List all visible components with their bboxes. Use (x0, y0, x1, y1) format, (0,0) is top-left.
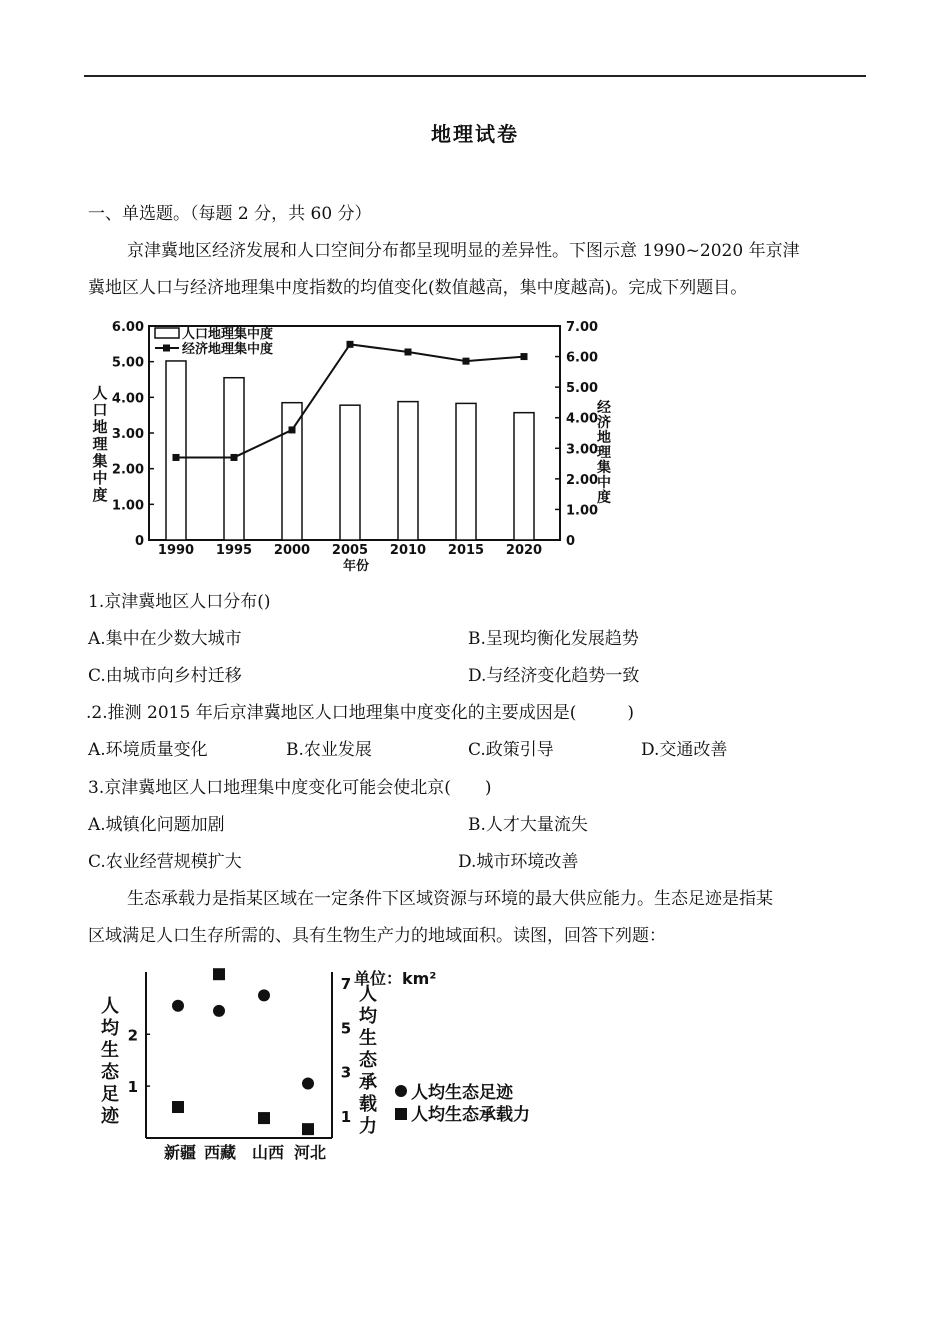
concentration-chart (86, 312, 611, 582)
y2-axis-label: 生 (359, 1028, 377, 1049)
x-axis-label: 年份 (342, 559, 370, 574)
x-tick-label: 河北 (293, 1143, 327, 1162)
question-1-option-d: D.与经济变化趋势一致 (468, 666, 640, 686)
y-axis-label: 集 (92, 452, 108, 470)
economy-point (463, 358, 470, 365)
question-3-option-c: C.农业经营规模扩大 (88, 852, 242, 872)
y2-tick-label: 1 (340, 1107, 352, 1126)
y-tick-label: 4.00 (111, 391, 144, 407)
unit-label: 单位：km² (354, 969, 437, 988)
y2-axis-label: 人 (359, 984, 377, 1005)
question-2-option-a: A.环境质量变化 (88, 740, 208, 760)
intro-paragraph-line: 区域满足人口生存所需的、具有生物生产力的地域面积。读图，回答下列题： (88, 926, 666, 946)
page-title: 地理试卷 (431, 122, 519, 146)
population-bar (456, 403, 476, 540)
y-axis-label: 地 (92, 418, 108, 436)
y2-tick-label: 7.00 (566, 320, 599, 335)
y2-tick-label: 5 (340, 1019, 352, 1038)
y2-tick-label: 2.00 (566, 472, 599, 488)
economy-point (521, 353, 528, 360)
y-tick-label: 2.00 (111, 462, 144, 478)
x-tick-label: 2015 (447, 543, 485, 558)
y2-tick-label: 5.00 (566, 381, 599, 397)
y2-axis-label: 集 (597, 460, 611, 476)
population-bar (398, 402, 418, 540)
legend-label: 人均生态足迹 (411, 1083, 513, 1103)
y-tick-label: 5.00 (111, 355, 144, 371)
legend-label: 人均生态承载力 (411, 1105, 530, 1125)
intro-paragraph-line: 冀地区人口与经济地理集中度指数的均值变化(数值越高，集中度越高)。完成下列题目。 (88, 278, 748, 298)
ecological-footprint-chart (96, 962, 556, 1162)
legend-label: 经济地理集中度 (182, 342, 274, 357)
question-2-option-b: B.农业发展 (286, 740, 372, 760)
y2-tick-label: 1.00 (566, 503, 599, 519)
x-tick-label: 新疆 (163, 1143, 197, 1162)
y2-axis-label: 中 (597, 475, 611, 491)
x-tick-label: 2020 (505, 543, 543, 558)
y2-axis-label: 力 (359, 1116, 377, 1137)
y-tick-label: 3.00 (111, 427, 144, 442)
legend-marker-square (395, 1108, 407, 1120)
y-axis-label: 人 (101, 996, 119, 1017)
capacity-point (213, 968, 225, 980)
y-axis-label: 迹 (101, 1106, 119, 1127)
question-3-option-a: A.城镇化问题加剧 (88, 815, 225, 835)
y2-axis-label: 承 (359, 1072, 377, 1093)
y2-axis-label: 地 (597, 430, 611, 446)
section-heading: 一、单选题。（每题 2 分，共 60 分） (88, 204, 372, 224)
y-axis-label: 人 (92, 384, 108, 402)
x-tick-label: 2000 (273, 543, 311, 558)
x-tick-label: 西藏 (203, 1143, 237, 1162)
legend-swatch-bar (155, 328, 179, 338)
question-2-stem: .2.推测 2015 年后京津冀地区人口地理集中度变化的主要成因是( ) (86, 703, 634, 723)
y2-axis-label: 经 (597, 400, 611, 416)
legend-swatch-point (163, 345, 170, 352)
capacity-point (302, 1123, 314, 1135)
economy-point (231, 454, 238, 461)
population-bar (282, 403, 302, 540)
economy-point (289, 426, 296, 433)
footprint-point (172, 1000, 184, 1012)
y-axis-label: 口 (92, 401, 108, 419)
y-tick-label: 1 (127, 1078, 138, 1097)
economy-point (173, 454, 180, 461)
y-axis-label: 态 (101, 1062, 119, 1083)
y-axis-label: 理 (92, 435, 108, 453)
question-3-option-b: B.人才大量流失 (468, 815, 588, 835)
x-tick-label: 1995 (215, 543, 253, 558)
economy-point (347, 341, 354, 348)
question-1-option-c: C.由城市向乡村迁移 (88, 666, 242, 686)
legend-label: 人口地理集中度 (182, 327, 274, 342)
economy-point (405, 348, 412, 355)
y-tick-label: 6.00 (111, 320, 144, 335)
y-axis-label: 生 (101, 1040, 119, 1061)
question-3-option-d: D.城市环境改善 (458, 852, 579, 872)
question-1-stem: 1.京津冀地区人口分布() (88, 592, 271, 612)
x-tick-label: 2005 (331, 543, 369, 558)
footprint-point (302, 1078, 314, 1090)
y-tick-label: 1.00 (111, 498, 144, 514)
y-axis-label: 足 (101, 1084, 119, 1105)
header-rule (84, 75, 866, 77)
y-axis-label: 中 (92, 469, 108, 487)
intro-paragraph-line: 京津冀地区经济发展和人口空间分布都呈现明显的差异性。下图示意 1990~2020 年京津 (127, 241, 800, 261)
capacity-point (258, 1112, 270, 1124)
population-bar (166, 361, 186, 540)
y2-axis-label: 度 (597, 490, 611, 506)
question-2-option-c: C.政策引导 (468, 740, 554, 760)
question-1-option-a: A.集中在少数大城市 (88, 629, 242, 649)
intro-paragraph-line: 生态承载力是指某区域在一定条件下区域资源与环境的最大供应能力。生态足迹是指某 (127, 889, 773, 909)
y2-axis-label: 均 (359, 1006, 377, 1027)
y2-axis-label: 济 (597, 415, 611, 431)
legend-marker-circle (395, 1085, 407, 1097)
y2-axis-label: 载 (359, 1094, 377, 1115)
question-3-stem: 3.京津冀地区人口地理集中度变化可能会使北京( ) (88, 778, 492, 798)
y2-axis-label: 态 (359, 1050, 377, 1071)
y-tick-label: 2 (127, 1026, 138, 1045)
footprint-point (213, 1005, 225, 1017)
y2-tick-label: 7 (340, 975, 352, 994)
population-bar (340, 405, 360, 540)
x-tick-label: 山西 (251, 1143, 285, 1162)
question-2-option-d: D.交通改善 (641, 740, 728, 760)
population-bar (514, 413, 534, 540)
y2-axis-label: 理 (597, 445, 611, 461)
y2-tick-label: 3.00 (566, 442, 599, 458)
y2-tick-label: 3 (340, 1063, 352, 1082)
x-tick-label: 2010 (389, 543, 427, 558)
y2-tick-label: 6.00 (566, 350, 599, 366)
y-axis-label: 度 (92, 486, 108, 504)
y2-tick-label: 0 (566, 534, 576, 549)
x-tick-label: 1990 (157, 543, 195, 558)
y-tick-label: 0 (134, 534, 144, 549)
y-axis-label: 均 (101, 1018, 119, 1039)
question-1-option-b: B.呈现均衡化发展趋势 (468, 629, 639, 649)
y2-tick-label: 4.00 (566, 411, 599, 427)
footprint-point (258, 989, 270, 1001)
capacity-point (172, 1101, 184, 1113)
